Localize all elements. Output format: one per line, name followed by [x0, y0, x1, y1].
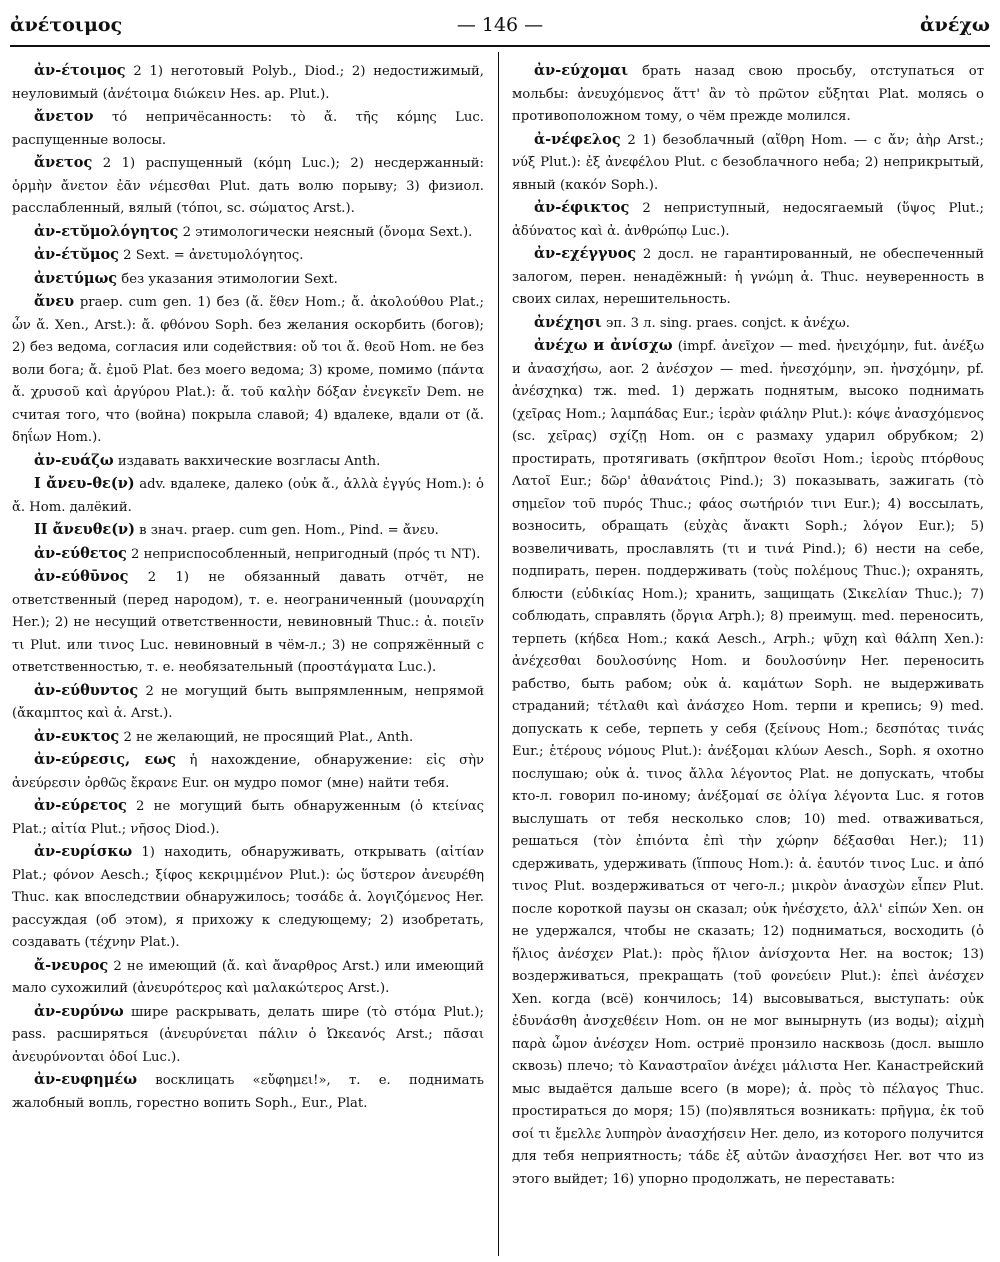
left-column	[12, 60, 484, 1256]
entry-definition: 2 1) неготовый Polyb., Diod.; 2) недостижимый, неуловимый (ἀνέτοιμα διώκειν Hes. ap. Plut.).	[12, 64, 484, 102]
entry-definition: 1) находить, обнаруживать, открывать (αἰτίαν Plat.; φόνον Aesch.; ξίφος κεκριμμένον Plut.): ὡς ὕστερον ἀνευρέθη Thuc. как впоследствии обнаружилось; τοσάδε ἀ. λογιζόμενος Her. рассуждая (об этом), я прихожу к следующему; 2) изобретать, создавать (τέχνην Plat.).	[12, 845, 484, 950]
dictionary-entry	[512, 197, 984, 243]
entry-definition: 2 1) распущенный (κόμη Luc.); 2) несдержанный: ὁρμὴν ἄνετον ἐᾶν νέμεσθαι Plut. дать волю порыву; 3) физиол. расслабленный, вялый (τόποι, sc. σώματος Arst.).	[12, 156, 484, 216]
dictionary-entry	[12, 543, 484, 567]
dictionary-entry	[12, 1001, 484, 1070]
entry-definition: 2 не могущий быть обнаруженным (ὁ κτείνας Plat.; αἰτία Plut.; νῆσος Diod.).	[12, 799, 484, 837]
entry-definition: 2 неприступный, недосягаемый (ὕψος Plut.; ἀδύνατος καὶ ἀ. ἀνθρώπῳ Luc.).	[512, 201, 984, 239]
dictionary-entry	[12, 680, 484, 726]
entry-definition: 2 1) не обязанный давать отчёт, не ответственный (перед народом), т. е. неограниченный (μουναρχίη Her.); 2) не несущий ответственности, невиновный Thuc.: ἀ. ποιεῖν τι Plut. или τινος Luc. невиновный в чём-л.; 3) не сопряжённый с ответственностью, т. е. необязательный (προστάγματα Luc.).	[12, 570, 484, 675]
entry-definition: τό непричёсанность: τὸ ἄ. τῆς κόμης Luc. распущенные волосы.	[12, 110, 484, 148]
dictionary-entry	[12, 566, 484, 680]
dictionary-entry	[12, 221, 484, 245]
running-headword-right: ἀνέχω	[920, 14, 990, 36]
entry-headword: ἀν-έτῠμος	[34, 246, 119, 263]
entry-definition: восклицать «εὔφημει!», т. е. поднимать жалобный вопль, горестно вопить Soph., Eur., Plat.	[12, 1073, 484, 1111]
entry-definition: 2 этимологически неясный (ὄνομα Sext.).	[178, 224, 473, 240]
entry-headword: ἄνετον	[34, 108, 94, 125]
entry-definition: 2 Sext. = ἀνετυμολόγητος.	[118, 248, 304, 263]
header-rule	[10, 45, 990, 47]
column-divider	[498, 52, 499, 1256]
entry-headword: ἀνέχω и ἀνίσχω	[534, 337, 673, 354]
dictionary-entry	[12, 955, 484, 1001]
entry-definition: 2 1) безоблачный (αἴθρη Hom. — с ἄν; ἀὴρ Arst.; νύξ Plut.): ἐξ ἀνεφέλου Plut. с безоблачного неба; 2) неприкрытый, явный (κακόν Soph.).	[512, 132, 984, 193]
entry-definition: 2 не имеющий (ἄ. καὶ ἄναρθρος Arst.) или имеющий мало сухожилий (ἀνευρότερος καὶ μαλακώτερος Arst.).	[12, 958, 484, 996]
entry-definition: ἡ нахождение, обнаружение: εἰς σὴν ἀνεύρεσιν ὀρθῶς ἔκρανε Eur. он мудро помог (мне) найти тебя.	[12, 753, 484, 791]
dictionary-entry	[12, 1069, 484, 1115]
entry-definition: 2 не желающий, не просящий Plat., Anth.	[119, 729, 414, 745]
dictionary-entry	[12, 726, 484, 750]
entry-headword: ἄνευ	[34, 293, 75, 310]
entry-headword: ἀν-εύρετος	[34, 797, 127, 814]
dictionary-entry	[12, 152, 484, 221]
right-column	[512, 60, 984, 1256]
dictionary-entry	[512, 129, 984, 198]
entry-headword: ἀν-εύθυντος	[34, 681, 139, 699]
entry-headword: ἄ-νευρος	[34, 956, 109, 974]
entry-headword: ἀν-έτοιμος	[34, 62, 126, 79]
entry-headword: ἀνέχησι	[534, 313, 602, 331]
entry-definition: издавать вакхические возгласы Anth.	[113, 453, 381, 469]
entry-definition: в знач. praep. cum gen. Hom., Pind. = ἄνευ.	[134, 523, 439, 538]
dictionary-entry	[12, 268, 484, 292]
entry-headword: ἀν-ευφημέω	[34, 1071, 138, 1088]
entry-headword: ἄνετος	[34, 154, 93, 171]
entry-headword: ἀν-ευρίσκω	[34, 843, 133, 860]
entry-headword: ἀν-ετῠμολόγητος	[34, 222, 179, 240]
entry-headword: ἀν-έφικτος	[534, 199, 630, 216]
dictionary-entry	[12, 749, 484, 795]
entry-headword: II ἄνευθε(ν)	[34, 521, 135, 538]
entry-headword: ἀν-ευκτος	[34, 727, 120, 745]
entry-definition: 2 неприспособленный, непригодный (πρός τι NT).	[126, 546, 481, 562]
running-header	[10, 14, 990, 48]
dictionary-entry	[12, 60, 484, 106]
entry-definition: брать назад свою просьбу, отступаться от мольбы: ἀνευχόμενος ἅττ' ἂν τὸ πρῶτον εὔξηται Plat. молясь о противоположном тому, о чём прежде молился.	[512, 64, 984, 124]
entry-definition: 2 досл. не гарантированный, не обеспеченный залогом, перен. ненадёжный: ἡ γνώμη ἀ. Thuc. неуверенность в своих силах, нерешительность.	[512, 247, 984, 307]
dictionary-entry	[512, 60, 984, 129]
dictionary-entry	[12, 841, 484, 955]
dictionary-entry	[12, 106, 484, 152]
entry-headword: ἀν-εύθῡνος	[34, 568, 129, 585]
entry-definition: (impf. ἀνεῖχον — med. ἠνειχόμην, fut. ἀνέξω и ἀνασχήσω, aor. 2 ἀνέσχον — med. ἠνεσχόμην, эп. ἠνσχόμην, pf. ἀνέσχηκα) тж. med. 1) держать поднятым, высоко поднимать (χεῖρας Hom.; λαμπάδας Eur.; ἱερὰν φιάλην Plut.): κόψε ἀνασχόμενος (sc. χεῖρας) σχίζῃ Hom. он с размаху ударил обрубком; 2) простирать, протягивать (σκῆπτρον θεοῖσι Hom.; ἱεροὺς πτόρθους Λατοῖ Eur.; δῶρ' ἀθανάτοις Pind.); 3) показывать, зажигать (τὸ σημεῖον τοῦ πυρός Thuc.; φάος σωτήριόν τινι Eur.); 4) воссылать, возносить, обращать (εὐχὰς ἄνακτι Soph.; λόγον Eur.); 5) возвеличивать, прославлять (τι и τινά Pind.); 6) нести на себе, подпирать, перен. поддерживать (τοὺς πολέμους Thuc.); охранять, блюсти (εὐδικίας Hom.); хранить, защищать (Σικελίαν Thuc.); 7) соблюдать, справлять (ὄργια Arph.); 8) преимущ. med. переносить, терпеть (κήδεα Hom.; κακά Aesch., Arph.; ψῦχη καὶ θάλπη Xen.): ἀνέχεσθαι δουλοσύνης Hom. и δουλοσύνην Her. переносить рабство, быть рабом; οὐκ ἀ. καμάτων Soph. не выдерживать страданий; τέτλαθι καὶ ἀνάσχεο Hom. терпи и крепись; 9) med. допускать к себе, терпеть у себя (ξείνους Hom.; δεσπότας τινάς Eur.; ἑτέρους νόμους Plut.): ἀνέξομαι κλύων Aesch., Soph. я охотно послушаю; οὐκ ἀ. τινος ἄλλα λέγοντος Plat. не допускать, чтобы кто-л. говорил по-иному; ἀνέξομαί σε ὀλίγα λέγοντα Luc. я готов выслушать от тебя несколько слов; 10) med. отваживаться, решаться (τὸν ἐπιόντα ἐπὶ τὴν χώρην δέξασθαι Her.); 11) сдерживать, удерживать (ἵππους Hom.): ἀ. ἑαυτόν τινος Luc. и ἀπό τινος Plut. воздерживаться от чего-л.; μικρὸν ἀνασχὼν εἶπεν Plut. после короткой паузы он сказал; οὐκ ἠνέσχετο, ἀλλ' εἰπών Xen. он не удержался, чтобы не сказать; 12) подниматься, восходить (ὁ ἥλιος ἀνέσχεν Plat.): πρὸς ἥλιον ἀνίσχοντα Her. на восток; 13) воздерживаться, прекращать (τοῦ φονεύειν Plut.): ἐπεὶ ἀνέσχεν Xen. когда (всё) кончилось; 14) высовываться, выступать: οὐκ ἐδυνάσθη ἀνσχεθέειν Hom. он не мог вынырнуть (из воды); αἰχμὴ παρὰ ὦμον ἀνέσχεν Hom. остриё пронзило насквозь (досл. вышло сквозь) плечо; τὸ Καναστραῖον ἀνέχει μάλιστα Her. Канастрейский мыс выдаётся дальше всего (в море); ἀ. πρὸς τὸ πέλαγος Thuc. простираться до моря; 15) (по)являться возникать: πρῆγμα, ἐκ τοῦ σοί τι ἔμελλε λυπηρὸν ἀνασχήσειν Her. дело, из которого получится для тебя неприятность; τάδε ἐξ αὐτῶν ἀνασχήσει Her. вот что из этого выйдет; 16) упорно продолжать, не переставать:	[512, 339, 984, 1187]
entry-headword: I ἄνευ-θε(ν)	[34, 475, 135, 492]
dictionary-entry	[512, 312, 984, 336]
entry-headword: ἀν-εχέγγυος	[534, 245, 637, 262]
dictionary-entry	[12, 450, 484, 474]
entry-definition: без указания этимологии Sext.	[117, 271, 338, 287]
page-number: — 146 —	[456, 14, 544, 36]
dictionary-entry	[12, 473, 484, 519]
dictionary-entry	[12, 291, 484, 450]
entry-headword: ἀν-εύρεσις, εως	[34, 751, 176, 768]
entry-headword: ἀν-ευάζω	[34, 451, 114, 469]
dictionary-entry	[512, 335, 984, 1191]
entry-definition: эп. 3 л. sing. praes. conjct. к ἀνέχω.	[601, 315, 850, 331]
entry-headword: ἀν-εύχομαι	[534, 62, 629, 79]
dictionary-entry	[512, 243, 984, 312]
dictionary-entry	[12, 795, 484, 841]
dictionary-entry	[12, 519, 484, 543]
entry-headword: ἀ-νέφελος	[534, 130, 621, 148]
entry-headword: ἀνετύμως	[34, 269, 118, 287]
entry-definition: adv. вдалеке, далеко (οὐκ ἄ., ἀλλὰ ἐγγύς Hom.): ὁ ἄ. Hom. далёкий.	[12, 477, 484, 515]
entry-headword: ἀν-εύθετος	[34, 544, 127, 562]
entry-definition: praep. cum gen. 1) без (ἄ. ἕθεν Hom.; ἄ. ἀκολούθου Plat.; ὧν ἄ. Xen., Arst.): ἄ. φθόνου Soph. без желания оскорбить (богов); 2) без ведома, согласия или содействия: οὔ τοι ἄ. θεοῦ Hom. не без воли бога; ἄ. ἐμοῦ Plat. без моего ведома; 3) кроме, помимо (πάντα ἄ. χρυσοῦ καὶ ἀργύρου Plat.): ἄ. τοῦ καλὴν δόξαν ἐνεγκεῖν Dem. не считая того, что (война) покрыла славой; 4) вдалеке, вдали от (ἄ. δηΐων Hom.).	[12, 295, 484, 445]
running-headword-left: ἀνέτοιμος	[10, 14, 123, 36]
entry-definition: 2 не могущий быть выпрямленным, непрямой (ἄκαμπτος καὶ ἀ. Arst.).	[12, 683, 484, 721]
dictionary-entry	[12, 244, 484, 268]
entry-definition: шире раскрывать, делать шире (τὸ στόμα Plut.); pass. расширяться (ἀνευρύνεται πάλιν ὁ Ὠκεανός Arst.; πᾶσαι ἀνευρύνονται ὁδοί Luc.).	[12, 1004, 484, 1065]
entry-headword: ἀν-ευρύνω	[34, 1002, 124, 1020]
